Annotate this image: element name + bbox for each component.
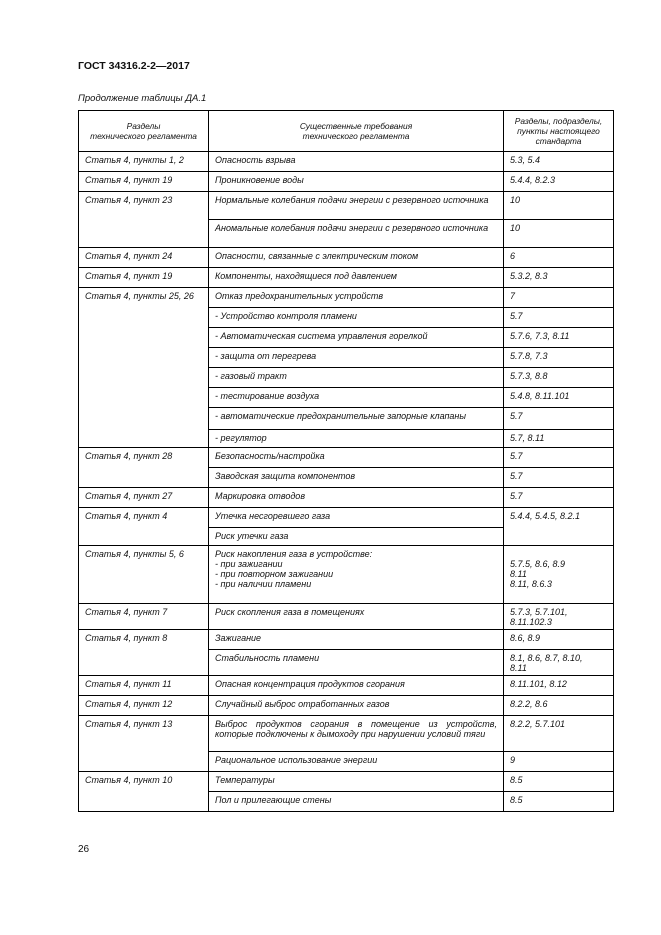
requirement-cell: Безопасность/настройка	[209, 448, 504, 468]
regulation-section-cell: Статья 4, пункты 1, 2	[79, 152, 209, 172]
requirement-cell: Риск утечки газа	[209, 528, 504, 546]
standard-section-cell: 10	[504, 220, 614, 248]
standard-section-cell: 5.3, 5.4	[504, 152, 614, 172]
requirement-cell: - газовый тракт	[209, 368, 504, 388]
table-row	[79, 716, 614, 752]
requirement-cell: - тестирование воздуха	[209, 388, 504, 408]
table-row	[79, 152, 614, 172]
standard-section-cell: 6	[504, 248, 614, 268]
table-row	[79, 546, 614, 604]
table-row	[79, 508, 614, 528]
standard-section-cell: 5.7	[504, 448, 614, 468]
standard-section-cell: 7	[504, 288, 614, 308]
requirements-table	[78, 110, 614, 812]
document-header: ГОСТ 34316.2-2—2017	[78, 60, 190, 72]
requirement-cell: Утечка несгоревшего газа	[209, 508, 504, 528]
requirement-cell: Заводская защита компонентов	[209, 468, 504, 488]
table-row	[79, 772, 614, 792]
requirement-cell: Риск скопления газа в помещениях	[209, 604, 504, 630]
requirement-cell: Риск накопления газа в устройстве: - при зажигании - при повторном зажигании - при наличии пламени	[209, 546, 504, 604]
standard-section-cell: 5.7, 8.11	[504, 430, 614, 448]
requirement-cell: - автоматические предохранительные запорные клапаны	[209, 408, 504, 430]
column-header-regulation-sections: Разделы технического регламента	[79, 111, 209, 152]
requirement-cell: Температуры	[209, 772, 504, 792]
table-header-row	[79, 111, 614, 152]
regulation-section-cell: Статья 4, пункт 11	[79, 676, 209, 696]
standard-section-cell: 5.3.2, 8.3	[504, 268, 614, 288]
regulation-section-cell: Статья 4, пункт 10	[79, 772, 209, 812]
table-row	[79, 192, 614, 220]
regulation-section-cell: Статья 4, пункт 27	[79, 488, 209, 508]
standard-section-cell: 5.7	[504, 408, 614, 430]
standard-section-cell: 5.7.8, 7.3	[504, 348, 614, 368]
regulation-section-cell: Статья 4, пункт 23	[79, 192, 209, 248]
requirement-cell: Рациональное использование энергии	[209, 752, 504, 772]
regulation-section-cell: Статья 4, пункт 19	[79, 172, 209, 192]
requirement-cell: Компоненты, находящиеся под давлением	[209, 268, 504, 288]
regulation-section-cell: Статья 4, пункт 19	[79, 268, 209, 288]
requirement-cell: Проникновение воды	[209, 172, 504, 192]
standard-section-cell: 9	[504, 752, 614, 772]
table-row	[79, 604, 614, 630]
requirement-cell: Аномальные колебания подачи энергии с резервного источника	[209, 220, 504, 248]
standard-section-cell: 8.2.2, 5.7.101	[504, 716, 614, 752]
table-row	[79, 268, 614, 288]
table-row	[79, 172, 614, 192]
standard-section-cell: 5.7.6, 7.3, 8.11	[504, 328, 614, 348]
regulation-section-cell: Статья 4, пункт 24	[79, 248, 209, 268]
regulation-section-cell: Статья 4, пункты 25, 26	[79, 288, 209, 448]
requirement-cell: - Автоматическая система управления горелкой	[209, 328, 504, 348]
table-row	[79, 248, 614, 268]
requirement-cell: Зажигание	[209, 630, 504, 650]
standard-section-cell: 8.6, 8.9	[504, 630, 614, 650]
table-caption: Продолжение таблицы ДА.1	[78, 93, 207, 104]
standard-section-cell: 5.4.4, 5.4.5, 8.2.1	[504, 508, 614, 546]
regulation-section-cell: Статья 4, пункт 8	[79, 630, 209, 676]
regulation-section-cell: Статья 4, пункты 5, 6	[79, 546, 209, 604]
standard-section-cell: 10	[504, 192, 614, 220]
standard-section-cell: 8.5	[504, 792, 614, 812]
standard-section-cell: 8.2.2, 8.6	[504, 696, 614, 716]
table-row	[79, 630, 614, 650]
page-number: 26	[78, 844, 90, 855]
requirement-cell: Маркировка отводов	[209, 488, 504, 508]
regulation-section-cell: Статья 4, пункт 12	[79, 696, 209, 716]
regulation-section-cell: Статья 4, пункт 13	[79, 716, 209, 772]
regulation-section-cell: Статья 4, пункт 28	[79, 448, 209, 488]
table-body	[79, 152, 614, 812]
requirement-cell: Опасности, связанные с электрическим током	[209, 248, 504, 268]
requirement-cell: Нормальные колебания подачи энергии с резервного источника	[209, 192, 504, 220]
requirement-cell: - защита от перегрева	[209, 348, 504, 368]
requirement-cell: Выброс продуктов сгорания в помещение из устройств, которые подключены к дымоходу при нарушении условий тяги	[209, 716, 504, 752]
table-row	[79, 676, 614, 696]
table-row	[79, 696, 614, 716]
standard-section-cell: 8.11.101, 8.12	[504, 676, 614, 696]
standard-section-cell: 5.4.8, 8.11.101	[504, 388, 614, 408]
requirement-cell: - регулятор	[209, 430, 504, 448]
standard-section-cell: 5.7	[504, 468, 614, 488]
standard-section-cell: 8.5	[504, 772, 614, 792]
requirement-cell: Пол и прилегающие стены	[209, 792, 504, 812]
requirement-cell: Случайный выброс отработанных газов	[209, 696, 504, 716]
table-row	[79, 488, 614, 508]
requirement-cell: - Устройство контроля пламени	[209, 308, 504, 328]
requirement-cell: Отказ предохранительных устройств	[209, 288, 504, 308]
standard-section-cell: 5.7	[504, 488, 614, 508]
requirement-cell: Опасность взрыва	[209, 152, 504, 172]
standard-section-cell: 5.7.3, 8.8	[504, 368, 614, 388]
regulation-section-cell: Статья 4, пункт 7	[79, 604, 209, 630]
standard-section-cell: 5.7.5, 8.6, 8.9 8.11 8.11, 8.6.3	[504, 546, 614, 604]
column-header-standard-sections: Разделы, подразделы, пункты настоящего стандарта	[504, 111, 614, 152]
requirement-cell: Стабильность пламени	[209, 650, 504, 676]
standard-section-cell: 5.7	[504, 308, 614, 328]
column-header-essential-requirements: Существенные требования технического регламента	[209, 111, 504, 152]
regulation-section-cell: Статья 4, пункт 4	[79, 508, 209, 546]
requirement-cell: Опасная концентрация продуктов сгорания	[209, 676, 504, 696]
standard-section-cell: 8.1, 8.6, 8.7, 8.10, 8.11	[504, 650, 614, 676]
table-row	[79, 448, 614, 468]
standard-section-cell: 5.4.4, 8.2.3	[504, 172, 614, 192]
standard-section-cell: 5.7.3, 5.7.101, 8.11.102.3	[504, 604, 614, 630]
table-row	[79, 288, 614, 308]
